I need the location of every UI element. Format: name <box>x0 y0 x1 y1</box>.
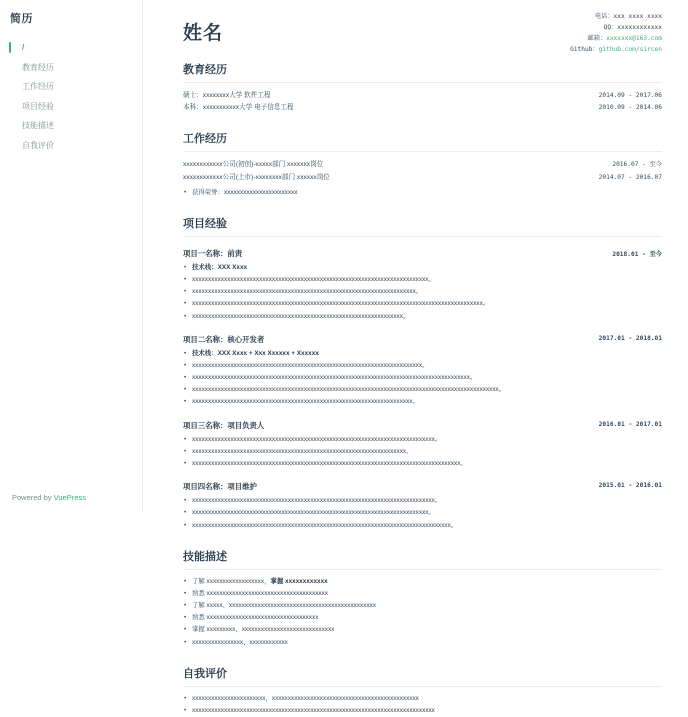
list-item: • xxxxxxxxxxxxxxxxxxxxxxxxxxxxxxxxxxxxxxxxxxxxxxxxxxxxxxxxxxxxxxxxxxxxxxxxxx。 <box>183 507 662 519</box>
tech-stack-value: XXX Xxxx <box>217 263 248 271</box>
sidebar-item-summary[interactable]: 自我评价 <box>22 140 54 150</box>
list-item: • xxxxxxxxxxxxxxxxxxxxxxxxxxxxxxxxxxxxxxxxxxxxxxxxxxxxxxxxxxxxxxxxxxx。 <box>183 446 662 458</box>
work-bullets <box>183 187 662 199</box>
project-bullets <box>183 495 662 532</box>
list-item: • xxxxxxxxxxxxxxxx、xxxxxxxxxxxx <box>183 637 662 649</box>
work-row-date: 2014.07 - 2016.07 <box>598 173 662 181</box>
project-bullets <box>183 434 662 471</box>
work-row-text: xxxxxxxxxxxx公司(上市)-xxxxxxxx部门 xxxxxx岗位 <box>183 173 330 181</box>
project-date: 2018.01 - 至今 <box>612 250 662 258</box>
tech-stack-label: 技术栈： <box>192 349 218 357</box>
list-item: • xxxxxxxxxxxxxxxxxxxxxxxxxxxxxxxxxxxxxxxxxxxxxxxxxxxxxxxxxxxxxxxxxxxxxxxxxxxxxxxxx。 <box>183 520 662 532</box>
list-item: • 熟悉 xxxxxxxxxxxxxxxxxxxxxxxxxxxxxxxxxxxxxx <box>183 588 662 600</box>
list-item: • xxxxxxxxxxxxxxxxxxxxxxxxxxxxxxxxxxxxxxxxxxxxxxxxxxxxxxxxxxxxxxxxxxxxxxxxxxxx <box>183 705 662 717</box>
sidebar-title: 简历 <box>10 13 33 25</box>
contact-qq: QQ：xxxxxxxxxxxx <box>603 23 662 31</box>
list-item <box>183 262 662 274</box>
list-item: • xxxxxxxxxxxxxxxxxxxxxxxxxxxxxxxxxxxxxxxxxxxxxxxxxxxxxxxxxxxxxxxxxxxxxxxxxxxx。 <box>183 495 662 507</box>
project-heading-text: 项目三名称：项目负责人 <box>183 420 265 430</box>
resume-content <box>143 0 688 714</box>
contact-github: Github：github.com/sircen <box>570 45 662 53</box>
sidebar-nav <box>0 38 142 156</box>
summary-bullets <box>183 693 662 717</box>
list-item: • xxxxxxxxxxxxxxxxxxxxxxxxxxxxxxxxxxxxxxxxxxxxxxxxxxxxxxxxxxxxxxxxxxxxxxxxxxxxxxxxxxxxxxx。 <box>183 372 662 384</box>
project-heading-text: 项目二名称：核心开发者 <box>183 334 265 344</box>
sidebar-item-skills[interactable]: 技能描述 <box>22 121 54 131</box>
project-heading <box>183 420 662 431</box>
tech-stack-label: 技术栈： <box>192 263 218 271</box>
list-item: • xxxxxxxxxxxxxxxxxxxxxxxxxxxxxxxxxxxxxxxxxxxxxxxxxxxxxxxxxxxxxxxxxxxxxxxx。 <box>183 360 662 372</box>
list-item: • 了解 xxxxxxxxxxxxxxxxxx，掌握 xxxxxxxxxxxx <box>183 576 662 588</box>
list-item: • 掌握 xxxxxxxxx、xxxxxxxxxxxxxxxxxxxxxxxxxxxxx <box>183 624 662 636</box>
section-work-title: 工作经历 <box>183 130 662 152</box>
sidebar-item-work[interactable]: 工作经历 <box>22 82 54 92</box>
section-projects-title: 项目经验 <box>183 215 662 237</box>
list-item: • 了解 xxxxx、xxxxxxxxxxxxxxxxxxxxxxxxxxxxxxxxxxxxxxxxxxxxxx <box>183 600 662 612</box>
page-title: 姓名 <box>183 23 224 44</box>
powered-by-prefix: Powered by <box>12 493 54 502</box>
list-item: • xxxxxxxxxxxxxxxxxxxxxxxxxxxxxxxxxxxxxxxxxxxxxxxxxxxxxxxxxxxxxxxxxxxxxxxxxxxx。 <box>183 434 662 446</box>
contact-block <box>570 12 662 55</box>
powered-by <box>12 493 86 502</box>
github-link[interactable]: github.com/sircen <box>598 45 662 53</box>
education-row-date: 2014.09 - 2017.06 <box>598 92 662 99</box>
section-education-title: 教育经历 <box>183 61 662 83</box>
list-item: • xxxxxxxxxxxxxxxxxxxxxxx，xxxxxxxxxxxxxxxxxxxxxxxxxxxxxxxxxxxxxxxxxxxxxx <box>183 693 662 705</box>
project-date: 2015.01 - 2016.01 <box>598 482 662 490</box>
project-heading-text: 项目一名称：前责 <box>183 248 243 258</box>
email-link[interactable]: xxxxxxx@163.com <box>606 34 662 42</box>
project-heading <box>183 334 662 345</box>
sidebar <box>0 0 143 512</box>
list-item: • xxxxxxxxxxxxxxxxxxxxxxxxxxxxxxxxxxxxxxxxxxxxxxxxxxxxxxxxxxxxxxxxxxxxxx。 <box>183 286 662 298</box>
list-item: • xxxxxxxxxxxxxxxxxxxxxxxxxxxxxxxxxxxxxxxxxxxxxxxxxxxxxxxxxxxxxxxxxxxxxxxxxxxxxxxxxxxxxxxxxxxxxxxx。 <box>183 384 662 396</box>
project-heading <box>183 248 662 259</box>
project-date: 2017.01 - 2018.01 <box>598 334 662 342</box>
project-bullets <box>183 348 662 409</box>
list-item: • xxxxxxxxxxxxxxxxxxxxxxxxxxxxxxxxxxxxxxxxxxxxxxxxxxxxxxxxxxxxxxxxxx。 <box>183 311 662 323</box>
list-item: • xxxxxxxxxxxxxxxxxxxxxxxxxxxxxxxxxxxxxxxxxxxxxxxxxxxxxxxxxxxxxxxxxxxxxxxxxxxxxxxxxxxxxxxxxxx。 <box>183 298 662 310</box>
project-heading-text: 项目四名称：项目维护 <box>183 482 257 492</box>
section-skills-title: 技能描述 <box>183 548 662 570</box>
work-row <box>183 159 662 171</box>
education-row <box>183 102 662 114</box>
work-row-text: xxxxxxxxxxxx公司(初创)-xxxxx部门 xxxxxxx岗位 <box>183 161 324 169</box>
education-entries <box>183 90 662 114</box>
education-row-text: 硕士：xxxxxxxx大学 软件工程 <box>183 92 271 99</box>
vuepress-link[interactable]: VuePress <box>53 493 86 502</box>
contact-email: 邮箱：xxxxxxx@163.com <box>587 34 662 42</box>
sidebar-item-root[interactable]: / <box>0 38 142 58</box>
sidebar-item-projects[interactable]: 项目经验 <box>22 101 54 111</box>
project-date: 2016.01 - 2017.01 <box>598 420 662 428</box>
tech-stack-value: XXX Xxxx + Xxx Xxxxxx + Xxxxxx <box>217 349 319 357</box>
list-item: • 熟悉 xxxxxxxxxxxxxxxxxxxxxxxxxxxxxxxxxxx <box>183 612 662 624</box>
education-row-text: 本科：xxxxxxxxxxx大学 电子信息工程 <box>183 104 294 112</box>
list-item: • xxxxxxxxxxxxxxxxxxxxxxxxxxxxxxxxxxxxxxxxxxxxxxxxxxxxxxxxxxxxxxxxxxxxxxxxxx。 <box>183 274 662 286</box>
skills-bullets <box>183 576 662 649</box>
sidebar-item-education[interactable]: 教育经历 <box>22 62 54 72</box>
contact-phone: 电话：xxx xxxx xxxx <box>595 13 662 20</box>
work-entries <box>183 159 662 199</box>
list-item: • xxxxxxxxxxxxxxxxxxxxxxxxxxxxxxxxxxxxxxxxxxxxxxxxxxxxxxxxxxxxxxxxxxxxxxxxxxxxxxxxxxxx。 <box>183 458 662 470</box>
project-heading <box>183 481 662 492</box>
education-row <box>183 90 662 102</box>
work-row <box>183 172 662 184</box>
work-row-date: 2016.07 - 至今 <box>612 161 662 169</box>
list-item: • xxxxxxxxxxxxxxxxxxxxxxxxxxxxxxxxxxxxxxxxxxxxxxxxxxxxxxxxxxxxxxxxxxxxx。 <box>183 396 662 408</box>
list-item: • 获得荣誉：xxxxxxxxxxxxxxxxxxxxxxx <box>183 187 662 199</box>
project-bullets <box>183 262 662 323</box>
education-row-date: 2010.09 - 2014.06 <box>598 104 662 112</box>
list-item <box>183 348 662 360</box>
section-summary-title: 自我评价 <box>183 665 662 687</box>
